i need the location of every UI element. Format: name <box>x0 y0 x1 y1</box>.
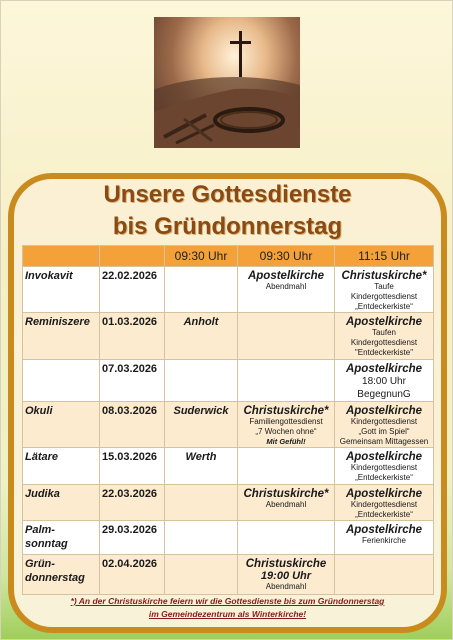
table-row <box>23 555 434 595</box>
church-name: Apostelkirche <box>345 451 423 463</box>
service-note: „Entdeckerkiste“ <box>355 473 413 482</box>
footnote-line-2: im Gemeindezentrum als Winterkirche! <box>148 609 307 619</box>
service-note: Ferienkirche <box>361 536 406 545</box>
church-name: Apostelkirche <box>345 405 423 417</box>
header-time-1: 09:30 Uhr <box>165 246 238 267</box>
slot-3 <box>335 448 434 485</box>
slot-3 <box>335 360 434 402</box>
date: 22.03.2026 <box>100 485 165 521</box>
service-note: Kindergottesdienst <box>350 417 418 426</box>
slot-3 <box>335 555 434 595</box>
service-schedule-table <box>22 245 434 595</box>
slot-1 <box>165 555 238 595</box>
date: 22.02.2026 <box>100 267 165 313</box>
table-row <box>23 485 434 521</box>
slot-1 <box>165 360 238 402</box>
service-note: „Gott im Spiel“ <box>358 427 410 436</box>
slot-2 <box>238 267 335 313</box>
service-note: Familiengottesdienst <box>249 417 323 426</box>
slot-3 <box>335 402 434 448</box>
header-time-3: 11:15 Uhr <box>335 246 434 267</box>
church-name: Christuskirche <box>245 558 327 570</box>
slot-2 <box>238 521 335 555</box>
slot-1 <box>165 521 238 555</box>
church-name: Apostelkirche <box>345 363 423 375</box>
sunday-name: Invokavit <box>23 267 100 313</box>
date: 08.03.2026 <box>100 402 165 448</box>
slot-1: Anholt <box>165 313 238 360</box>
table-row <box>23 402 434 448</box>
slot-2 <box>238 448 335 485</box>
sunday-name-part-1: Palm- <box>25 524 55 536</box>
service-note: Abendmahl <box>265 282 307 291</box>
title-line-1: Unsere Gottesdienste <box>103 181 352 208</box>
footnote-line-1: *) An der Christuskirche feiern wir die Gottesdienste bis zum Gründonnerstag <box>70 596 385 606</box>
table-row <box>23 313 434 360</box>
church-name: Apostelkirche <box>247 270 325 282</box>
service-motto: Mit Gefühl! <box>266 437 306 446</box>
date: 15.03.2026 <box>100 448 165 485</box>
slot-2 <box>238 360 335 402</box>
service-note: Kindergottesdienst <box>350 338 418 347</box>
slot-2 <box>238 313 335 360</box>
service-note: Gemeinsam Mittagessen <box>339 437 429 446</box>
slot-1 <box>165 267 238 313</box>
cross-crown-of-thorns-image <box>154 17 300 148</box>
sunday-name <box>23 555 100 595</box>
service-note: Taufen <box>371 328 397 337</box>
slot-1: Werth <box>165 448 238 485</box>
date: 02.04.2026 <box>100 555 165 595</box>
slot-1: Suderwick <box>165 402 238 448</box>
date: 01.03.2026 <box>100 313 165 360</box>
header-date <box>100 246 165 267</box>
table-row <box>23 521 434 555</box>
sunday-name: Reminiszere <box>23 313 100 360</box>
service-note: Kindergottesdienst <box>350 292 418 301</box>
service-note: „Entdeckerkiste“ <box>355 510 413 519</box>
sunday-name <box>23 521 100 555</box>
date: 29.03.2026 <box>100 521 165 555</box>
church-name: Apostelkirche <box>345 524 423 536</box>
service-note: Abendmahl <box>265 500 307 509</box>
service-note: Kindergottesdienst <box>350 500 418 509</box>
sunday-name-part-2: sonntag <box>25 537 68 550</box>
service-time: 18:00 Uhr <box>362 376 406 387</box>
title-line-2: bis Gründonnerstag <box>112 213 343 240</box>
service-note: Abendmahl <box>265 582 307 591</box>
service-note: "Entdeckerkiste" <box>354 348 414 357</box>
service-note: Kindergottesdienst <box>350 463 418 472</box>
sunday-name-part-1: Grün- <box>25 558 55 570</box>
service-note: Taufe <box>374 282 394 291</box>
slot-3 <box>335 313 434 360</box>
slot-2 <box>238 555 335 595</box>
header-name <box>23 246 100 267</box>
header-time-2: 09:30 Uhr <box>238 246 335 267</box>
table-row <box>23 448 434 485</box>
table-header-row <box>23 246 434 267</box>
church-name: Christuskirche* <box>243 488 329 500</box>
sunday-name: Lätare <box>23 448 100 485</box>
service-note: „Entdeckerkiste“ <box>355 302 413 311</box>
sunday-name-part-2: donnerstag <box>25 571 85 584</box>
church-name: Apostelkirche <box>345 488 423 500</box>
service-time: 19:00 Uhr <box>260 570 312 582</box>
church-name: Apostelkirche <box>345 316 423 328</box>
slot-3 <box>335 267 434 313</box>
sunday-name: Judika <box>23 485 100 521</box>
sunday-name <box>23 360 100 402</box>
table-row <box>23 267 434 313</box>
slot-2 <box>238 402 335 448</box>
slot-3 <box>335 521 434 555</box>
slot-2 <box>238 485 335 521</box>
sunday-name: Okuli <box>23 402 100 448</box>
slot-1 <box>165 485 238 521</box>
table-row <box>23 360 434 402</box>
slot-3 <box>335 485 434 521</box>
church-name: Christuskirche* <box>243 405 329 417</box>
service-note: „7 Wochen ohne“ <box>255 427 317 436</box>
date: 07.03.2026 <box>100 360 165 402</box>
service-title: BegegnunG <box>357 389 411 400</box>
church-name: Christuskirche* <box>341 270 427 282</box>
